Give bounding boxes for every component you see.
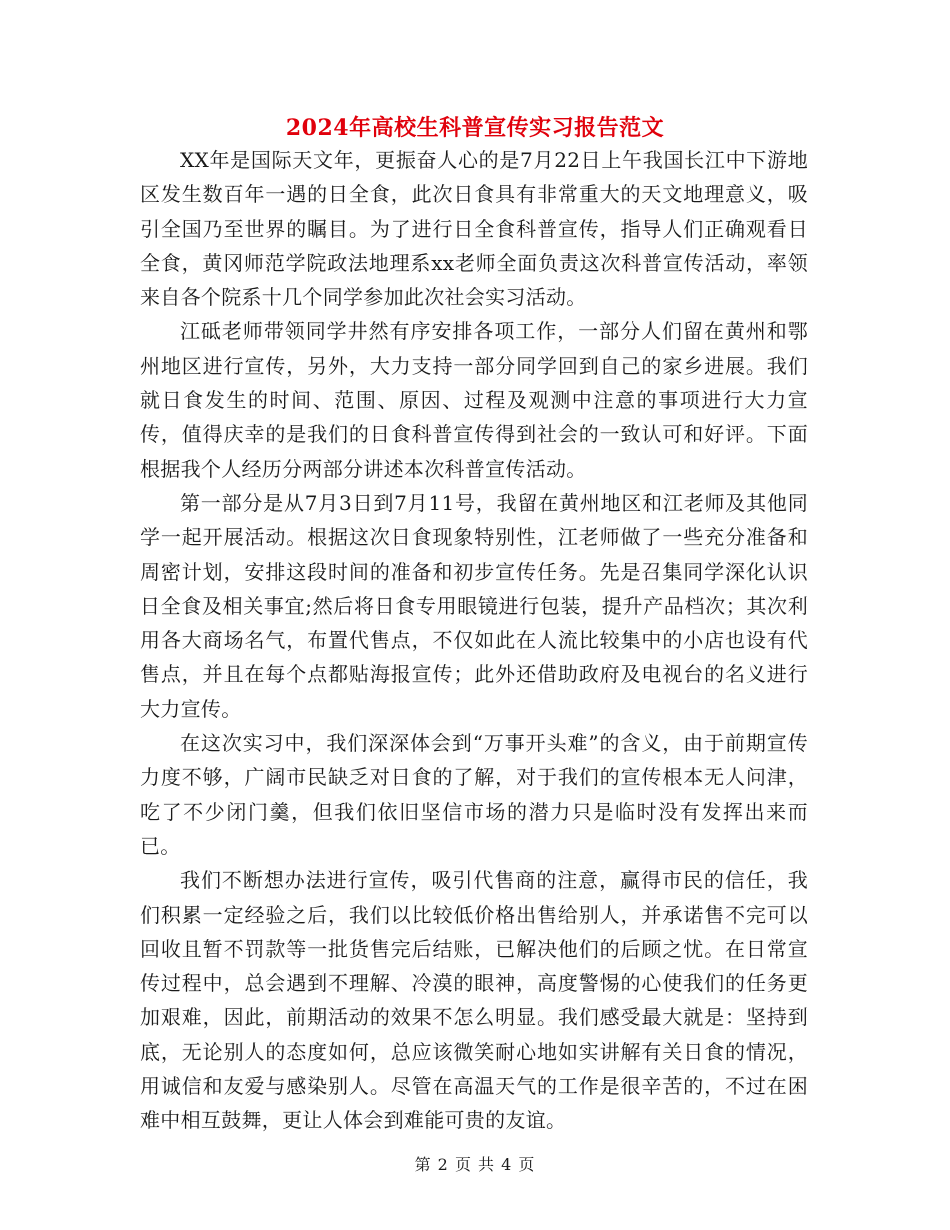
page-number-footer: 第 2 页 共 4 页 [414, 1155, 536, 1174]
paragraph-1: XX年是国际天文年，更振奋人心的是7月22日上午我国长江中下游地区发生数百年一遇的日全食，此次日食具有非常重大的天文地理意义，吸引全国乃至世界的瞩目。为了进行日全食科普宣传，指导人们正确观看日全食，黄冈师范学院政法地理系xx老师全面负责这次科普宣传活动，率领来自各个院系十几个同学参加此次社会实习活动。 [140, 148, 808, 310]
document-title: 2024年高校生科普宣传实习报告范文 [285, 115, 665, 141]
paragraph-3: 第一部分是从7月3日到7月11号，我留在黄州地区和江老师及其他同学一起开展活动。根据这次日食现象特别性，江老师做了一些充分准备和周密计划，安排这段时间的准备和初步宣传任务。先是召集同学深化认识日全食及相关事宜;然后将日食专用眼镜进行包装，提升产品档次；其次利用各大商场名气，布置代售点，不仅如此在人流比较集中的小店也设有代售点，并且在每个点都贴海报宣传；此外还借助政府及电视台的名义进行大力宣传。 [140, 490, 808, 721]
paragraph-2: 江砥老师带领同学井然有序安排各项工作，一部分人们留在黄州和鄂州地区进行宣传，另外，大力支持一部分同学回到自己的家乡进展。我们就日食发生的时间、范围、原因、过程及观测中注意的事项进行大力宣传，值得庆幸的是我们的日食科普宣传得到社会的一致认可和好评。下面根据我个人经历分两部分讲述本次科普宣传活动。 [140, 319, 808, 481]
paragraph-4: 在这次实习中，我们深深体会到“万事开头难”的含义，由于前期宣传力度不够，广阔市民缺乏对日食的了解，对于我们的宣传根本无人问津，吃了不少闭门羹，但我们依旧坚信市场的潜力只是临时没有发挥出来而已。 [140, 731, 808, 858]
document-body [140, 143, 808, 1138]
paragraph-5: 我们不断想办法进行宣传，吸引代售商的注意，赢得市民的信任，我们积累一定经验之后，我们以比较低价格出售给别人，并承诺售不完可以回收且暂不罚款等一批货售完后结账，已解决他们的后顾之忧。在日常宣传过程中，总会遇到不理解、冷漠的眼神，高度警惕的心使我们的任务更加艰难，因此，前期活动的效果不怎么明显。我们感受最大就是：坚持到底，无论别人的态度如何，总应该微笑耐心地如实讲解有关日食的情况，用诚信和友爱与感染别人。尽管在高温天气的工作是很辛苦的，不过在困难中相互鼓舞，更让人体会到难能可贵的友谊。 [140, 868, 808, 1133]
